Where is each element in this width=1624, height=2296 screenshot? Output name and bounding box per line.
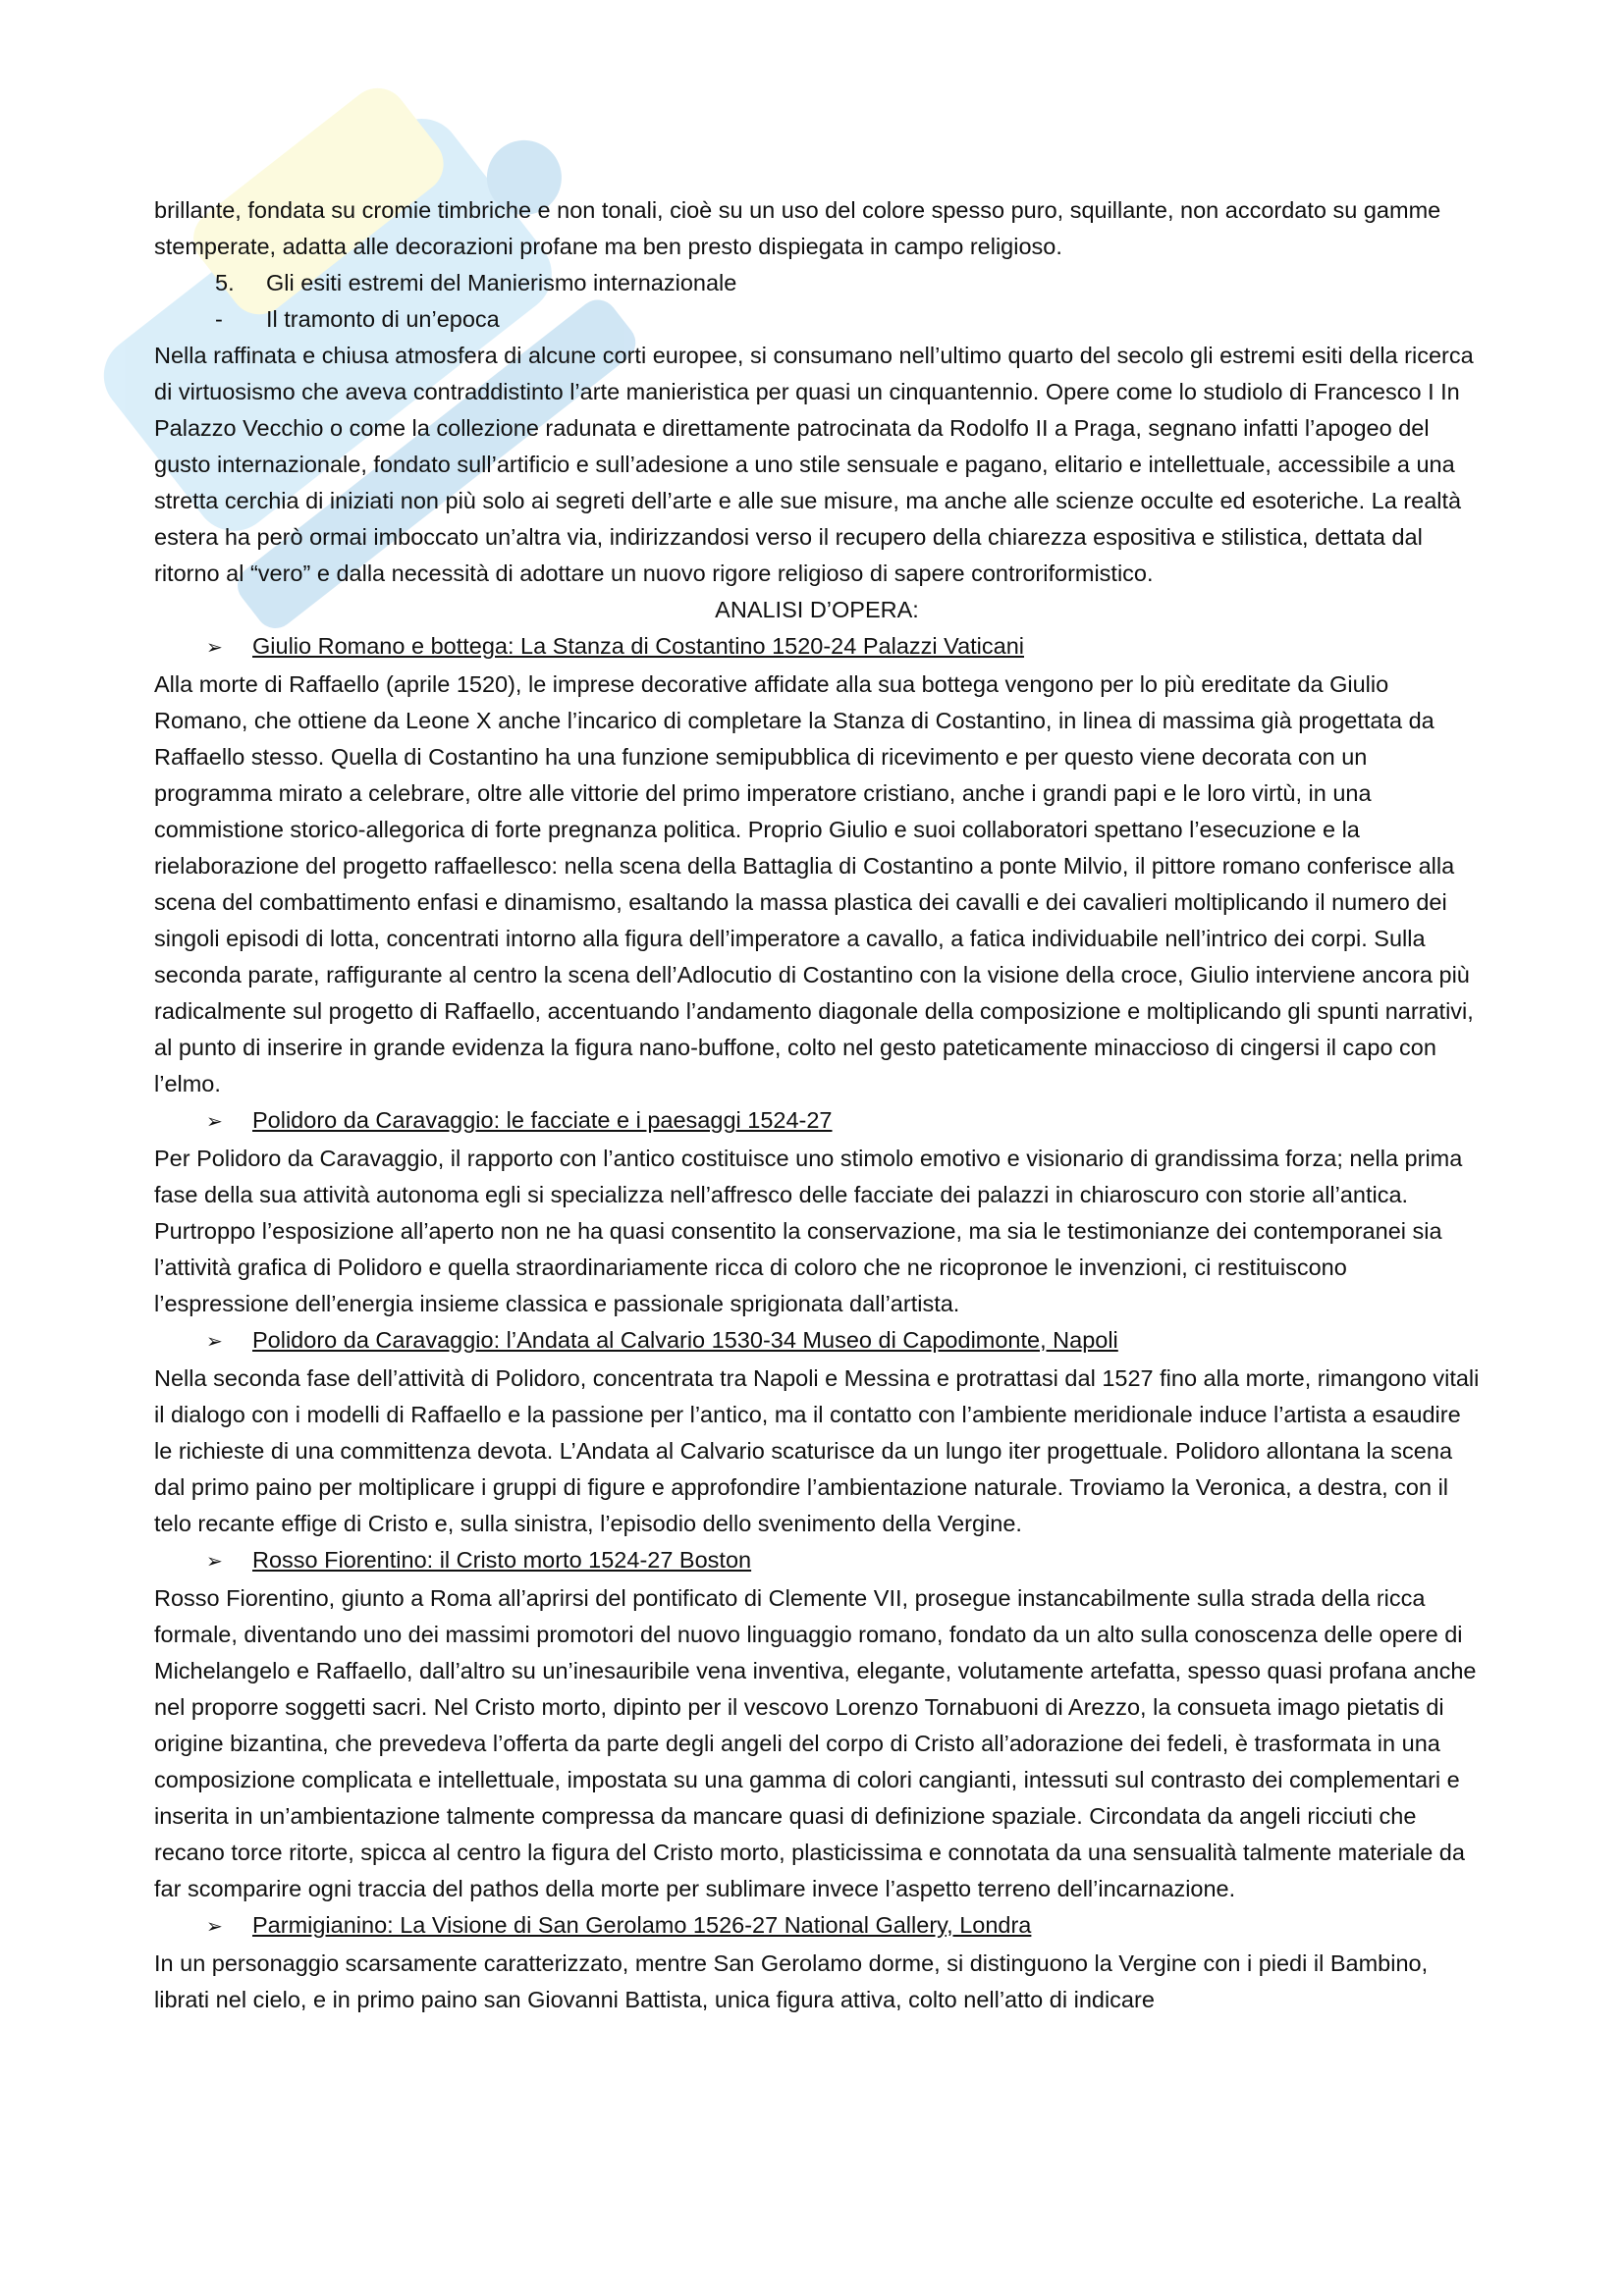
item-text: Gli esiti estremi del Manierismo internazionale (266, 270, 737, 295)
section-heading: ANALISI D’OPERA: (715, 597, 919, 622)
dash-marker: - (215, 306, 223, 332)
section-title (154, 628, 1480, 667)
dash-item (154, 301, 1480, 338)
section-body: Alla morte di Raffaello (aprile 1520), le imprese decorative affidate alla sua bottega vengono per lo più ereditate da Giulio Romano, che ottiene da Leone X anche l’incarico di completare la Stanza di Costantino, in linea di massima già progettata da Raffaello stesso. Quella di Costantino ha una funzione semipubblica di ricevimento e per questo viene decorata con un programma mirato a celebrare, oltre alle vittorie del primo imperatore cristiano, anche i grandi papi e le loro virtù, in una commistione storico-allegorica di forte pregnanza politica. Proprio Giulio e suoi collaboratori spettano l’esecuzione e la rielaborazione del progetto raffaellesco: nella scena della Battaglia di Costantino a ponte Milvio, il pittore romano conferisce alla scena del combattimento enfasi e dinamismo, esaltando la massa plastica dei cavalli e dei cavalieri moltiplicando il numero dei singoli episodi di lotta, concentrati intorno alla figura dell’imperatore a cavallo, a fatica individuabile nell’intrico dei corpi. Sulla seconda parate, raffigurante al centro la scena dell’Adlocutio di Costantino con la visione della croce, Giulio interviene ancora più radicalmente sul progetto di Raffaello, accentuando l’andamento diagonale della composizione e moltiplicando gli spunti narrativi, al punto di inserire in grande evidenza la figura nano-buffone, colto nel gesto pateticamente minaccioso di cingersi il capo con l’elmo. (154, 671, 1474, 1096)
section-title (154, 1102, 1480, 1141)
arrow-bullet-icon: ➢ (206, 1916, 223, 1938)
section-title-text: Polidoro da Caravaggio: le facciate e i paesaggi 1524-27 (252, 1107, 833, 1133)
section-body: Nella seconda fase dell’attività di Polidoro, concentrata tra Napoli e Messina e protrattasi dal 1527 fino alla morte, rimangono vitali il dialogo con i modelli di Raffaello e la passione per l’antico, ma il contatto con l’ambiente meridionale induce l’artista a esaudire le richieste di una committenza devota. L’Andata al Calvario scaturisce da un lungo iter progettuale. Polidoro allontana la scena dal primo paino per moltiplicare i gruppi di figure e approfondire l’ambientazione naturale. Troviamo la Veronica, a destra, con il telo recante effige di Cristo e, sulla sinistra, l’episodio dello svenimento della Vergine. (154, 1365, 1480, 1536)
numbered-item (154, 265, 1480, 301)
arrow-bullet-icon: ➢ (206, 1551, 223, 1573)
section-title-text: Giulio Romano e bottega: La Stanza di Costantino 1520-24 Palazzi Vaticani (252, 633, 1024, 659)
section-title-text: Polidoro da Caravaggio: l’Andata al Calvario 1530-34 Museo di Capodimonte, Napoli (252, 1327, 1118, 1353)
section-body: Rosso Fiorentino, giunto a Roma all’aprirsi del pontificato di Clemente VII, prosegue instancabilmente sulla strada della ricca formale, diventando uno dei massimi promotori del nuovo linguaggio romano, fondato da un alto sulla conoscenza delle opere di Michelangelo e Raffaello, dall’altro su un’inesauribile vena inventiva, elegante, volutamente artefatta, spesso quasi profana anche nel proporre soggetti sacri. Nel Cristo morto, dipinto per il vescovo Lorenzo Tornabuoni di Arezzo, la consueta imago pietatis di origine bizantina, che prevedeva l’offerta da parte degli angeli del corpo di Cristo all’adorazione dei fedeli, è trasformata in una composizione complicata e intellettuale, impostata su una gamma di colori cangianti, intessuti sul contrasto dei complementari e inserita in un’ambientazione talmente compressa da mancare quasi di definizione spaziale. Circondata da angeli ricciuti che recano torce ritorte, spicca al centro la figura del Cristo morto, plasticissima e connotata da una sensualità talmente materiale da far scomparire ogni traccia del pathos della morte per sublimare invece l’aspetto terreno dell’incarnazione. (154, 1585, 1477, 1901)
document-page (154, 192, 1480, 2018)
section-title-text: Parmigianino: La Visione di San Gerolamo 1526-27 National Gallery, Londra (252, 1912, 1032, 1938)
section-body: In un personaggio scarsamente caratterizzato, mentre San Gerolamo dorme, si distinguono la Vergine con i piedi il Bambino, librati nel cielo, e in primo paino san Giovanni Battista, unica figura attiva, colto nell’atto di indicare (154, 1950, 1429, 2012)
arrow-bullet-icon: ➢ (206, 637, 223, 659)
section-title-text: Rosso Fiorentino: il Cristo morto 1524-27 Boston (252, 1547, 752, 1573)
section-title (154, 1322, 1480, 1361)
manierismo-paragraph: Nella raffinata e chiusa atmosfera di alcune corti europee, si consumano nell’ultimo quarto del secolo gli estremi esiti della ricerca di virtuosismo che aveva contraddistinto l’arte manieristica per quasi un cinquantennio. Opere come lo studiolo di Francesco I In Palazzo Vecchio o come la collezione radunata e direttamente patrocinata da Rodolfo II a Praga, segnano infatti l’apogeo del gusto internazionale, fondato sull’artificio e sull’adesione a uno stile sensuale e pagano, elitario e intellettuale, accessibile a una stretta cerchia di iniziati non più solo ai segreti dell’arte e alle sue misure, ma anche alle scienze occulte ed esoteriche. La realtà estera ha però ormai imboccato un’altra via, indirizzandosi verso il recupero della chiarezza espositiva e stilistica, dettata dal ritorno al “vero” e dalla necessità di adottare un nuovo rigore religioso di sapere controriformistico. (154, 343, 1474, 586)
intro-paragraph: brillante, fondata su cromie timbriche e non tonali, cioè su un uso del colore spesso puro, squillante, non accordato su gamme stemperate, adatta alle decorazioni profane ma ben presto dispiegata in campo religioso. (154, 197, 1441, 259)
section-title (154, 1907, 1480, 1946)
section-title (154, 1542, 1480, 1580)
dash-text: Il tramonto di un’epoca (266, 306, 500, 332)
arrow-bullet-icon: ➢ (206, 1111, 223, 1133)
arrow-bullet-icon: ➢ (206, 1331, 223, 1353)
item-number: 5. (215, 270, 235, 295)
section-body: Per Polidoro da Caravaggio, il rapporto con l’antico costituisce uno stimolo emotivo e visionario di grandissima forza; nella prima fase della sua attività autonoma egli si specializza nell’affresco delle facciate dei palazzi in chiaroscuro con storie all’antica. Purtroppo l’esposizione all’aperto non ne ha quasi consentito la conservazione, ma sia le testimonianze dei contemporanei sia l’attività grafica di Polidoro e quella straordinariamente ricca di coloro che ne ricopronoe le invenzioni, ci restituiscono l’espressione dell’energia insieme classica e passionale sprigionata dall’artista. (154, 1146, 1463, 1316)
